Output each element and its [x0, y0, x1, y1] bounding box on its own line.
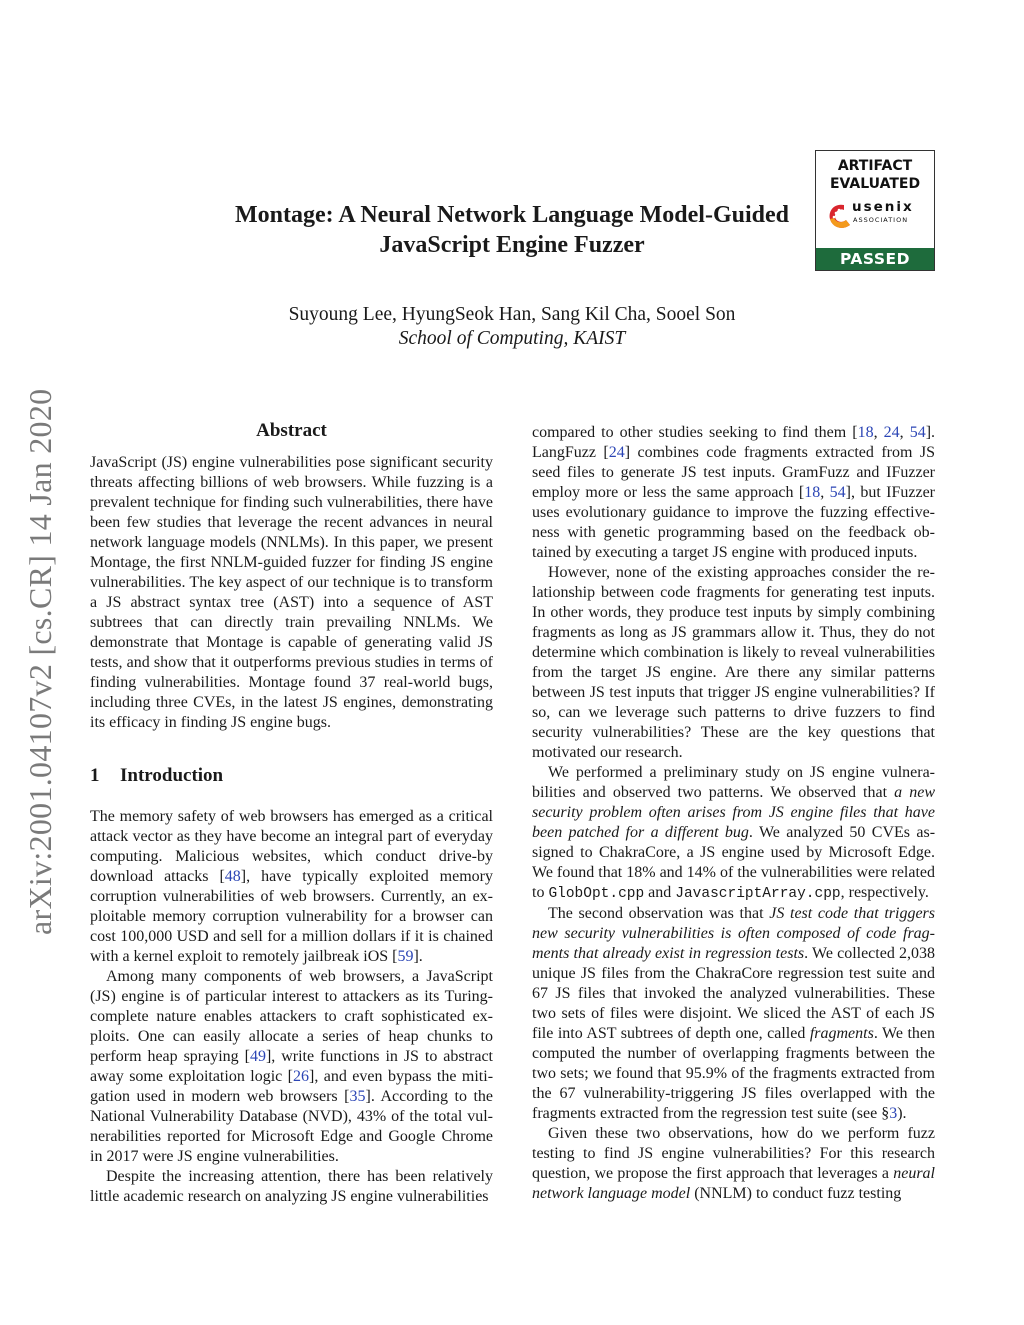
citation-link[interactable]: 54 — [829, 484, 846, 501]
right-column-body — [532, 423, 935, 1204]
badge-status: PASSED — [816, 248, 934, 270]
text-run: , — [899, 424, 910, 441]
text-run: and — [644, 884, 676, 901]
code-filename: GlobOpt.cpp — [548, 886, 645, 902]
badge-org-sub: ASSOCIATION — [853, 216, 909, 224]
text-run: Among many components of web browsers, a JavaScript (JS) engine is of particular interest to attackers as its Turing-complete nature enables attackers to craft sophisticated exploits. One can easily allocate a series of heap chunks to perform heap spraying [ — [90, 968, 493, 1065]
text-run: ]. According to the National Vulnerability Database (NVD), 43% of the total vulnerabilities reported for Microsoft Edge and Google Chrome in 2017 were JS engine vulnerabilities. — [90, 1088, 493, 1165]
citation-link[interactable]: 18 — [857, 424, 874, 441]
text-run: compared to other studies seeking to find them [ — [532, 424, 858, 441]
paper-title — [160, 200, 864, 260]
arxiv-identifier: arXiv:2001.04107v2 [cs.CR] 14 Jan 2020 — [22, 388, 58, 935]
paragraph — [532, 1124, 935, 1204]
citation-link[interactable]: 3 — [889, 1105, 898, 1122]
usenix-logo-icon — [826, 201, 852, 231]
abstract-heading: Abstract — [256, 420, 327, 441]
text-run: . We analyzed 50 CVEs assigned to ChakraCore, a JS engine used by Microsoft Edge. We found that 18% and 14% of the vulnerabilities were related to — [532, 824, 936, 901]
text-run: ]. — [413, 948, 423, 965]
citation-link[interactable]: 24 — [883, 424, 900, 441]
paragraph — [532, 904, 935, 1124]
text-run: ] combines code fragments extracted from JS seed files to generate JS test inputs. GramFuzz and IFuzzer employ more or less the same approach [ — [532, 444, 935, 501]
text-run: The second observation was that — [548, 905, 770, 922]
code-filename: JavascriptArray.cpp — [675, 886, 841, 902]
citation-link[interactable]: 49 — [249, 1048, 266, 1065]
emphasized-text: fragments — [809, 1025, 874, 1042]
badge-heading — [816, 157, 934, 193]
paragraph — [532, 423, 935, 563]
text-run: . We then computed the number of overlapping fragments between the two sets; we found that 95.9% of the fragments extracted from the 67 vulnerability-triggering JS files overlapped with the fragments extracted from the regression test suite (see § — [532, 1025, 935, 1122]
text-run: ], have typically exploited memory corruption vulnerabilities of web browsers. Currently, an exploitable memory corruption vulnerability for a browser can cost 100,000 USD and sell for a million dollars if it is chained with a kernel exploit to remotely jailbreak iOS [ — [90, 868, 493, 965]
paragraph — [532, 763, 935, 904]
text-run: , respectively. — [840, 884, 929, 901]
emphasized-text: JS test code that triggers new security vulnerabilities is often composed of code fragments that already exist in regression tests — [532, 905, 936, 962]
emphasized-text: a new security problem often arises from JS engine files that have been patched for a different bug — [532, 784, 935, 841]
text-run: ). — [897, 1105, 907, 1122]
affiliation: School of Computing, KAIST — [398, 328, 626, 349]
paragraph — [532, 563, 935, 763]
text-run: Given these two observations, how do we perform fuzz testing to find JS engine vulnerabilities? For this research question, we propose the first approach that leverages a — [532, 1125, 935, 1182]
text-run: , — [820, 484, 830, 501]
badge-line: ARTIFACT — [837, 158, 913, 174]
badge-line: EVALUATED — [829, 176, 921, 192]
authors: Suyoung Lee, HyungSeok Han, Sang Kil Cha, Sooel Son — [288, 304, 736, 325]
citation-link[interactable]: 24 — [608, 444, 625, 461]
badge-org: usenix — [852, 199, 914, 215]
introduction-body — [90, 807, 493, 1207]
text-run: ], and even bypass the mitigation used in modern web browsers [ — [90, 1068, 494, 1105]
paragraph — [90, 453, 493, 733]
text-run: However, none of the existing approaches consider the relationship between code fragments for generating test inputs. In other words, they produce test inputs by simply combining fragments as long as JS grammars allow it. Thus, they do not determine which combination is likely to reveal vulnerabilities from the target JS engine. Are there any similar patterns between JS test inputs that trigger JS engine vulnerabilities? If so, can we leverage such patterns to drive fuzzers to find security vulnerabilities? These are the key questions that motivated our research. — [532, 564, 935, 761]
text-run: Despite the increasing attention, there has been relatively little academic research on analyzing JS engine vulnerabilities — [90, 1168, 493, 1205]
text-run: . We collected 2,038 unique JS files from the ChakraCore regression test suite and 67 JS files that invoked the analyzed vulnerabilities. These two sets of files were disjoint. We sliced the AST of each JS file into AST subtrees of depth one, called — [532, 945, 935, 1042]
paragraph — [90, 1167, 493, 1207]
section-heading — [90, 765, 223, 787]
paragraph — [90, 967, 493, 1167]
section-title: Introduction — [120, 765, 224, 786]
artifact-evaluated-badge — [815, 150, 935, 271]
citation-link[interactable]: 54 — [909, 424, 926, 441]
section-number: 1 — [90, 765, 100, 786]
citation-link[interactable]: 26 — [293, 1068, 310, 1085]
paragraph — [90, 807, 493, 967]
citation-link[interactable]: 35 — [349, 1088, 366, 1105]
citation-link[interactable]: 59 — [397, 948, 414, 965]
text-run: , — [873, 424, 884, 441]
text-run: The memory safety of web browsers has emerged as a critical attack vector as they have become an integral part of everyday computing. Malicious websites, which conduct drive-by download attacks [ — [90, 808, 493, 885]
text-run: ]. LangFuzz [ — [532, 424, 936, 461]
abstract-body — [90, 453, 493, 733]
citation-link[interactable]: 18 — [804, 484, 821, 501]
text-run: ], but IFuzzer uses evolutionary guidance to improve the fuzzing effectiveness with genetic programming based on the feedback obtained by executing a target JS engine with produced inputs. — [532, 484, 936, 561]
citation-link[interactable]: 48 — [224, 868, 241, 885]
text-run: JavaScript (JS) engine vulnerabilities pose significant security threats affecting billions of web browsers. While fuzzing is a prevalent technique for finding such vulnerabilities, there have been few studies that leverage the recent advances in neural network language models (NNLMs). In this paper, we present Montage, the first NNLM-guided fuzzer for finding JS engine vulnerabilities. The key aspect of our technique is to transform a JS abstract syntax tree (AST) into a sequence of AST subtrees that can directly train prevailing NNLMs. We demonstrate that Montage is capable of generating valid JS tests, and show that it outperforms previous studies in terms of finding vulnerabilities. Montage found 37 real-world bugs, including three CVEs, in the latest JS engines, demonstrating its efficacy in finding JS engine bugs. — [90, 454, 493, 731]
emphasized-text: neural network language model — [532, 1165, 935, 1202]
title-line: JavaScript Engine Fuzzer — [379, 232, 645, 258]
title-line: Montage: A Neural Network Language Model-Guided — [235, 202, 789, 228]
text-run: We performed a preliminary study on JS engine vulnerabilities and observed two patterns. We observed that — [532, 764, 935, 801]
text-run: ], write functions in JS to abstract away some exploitation logic [ — [90, 1048, 493, 1085]
text-run: (NNLM) to conduct fuzz testing — [690, 1185, 902, 1202]
